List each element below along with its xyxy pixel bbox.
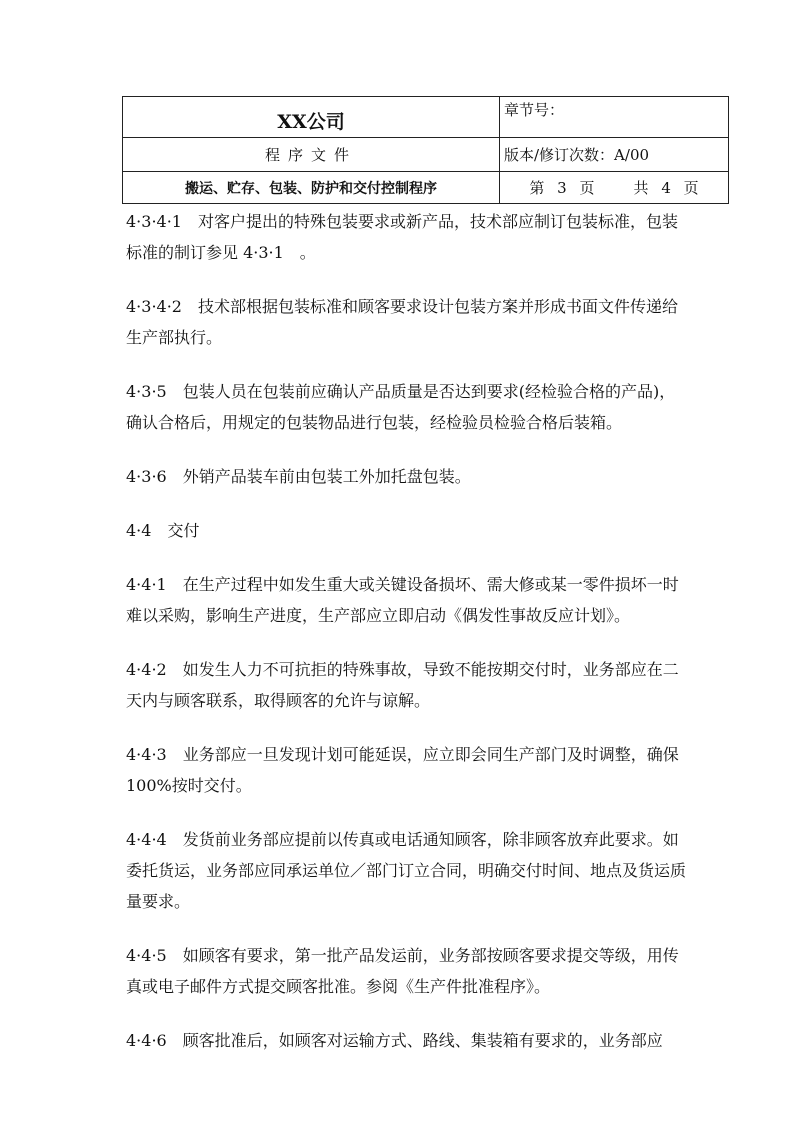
paragraph-4-4-5: 4·4·5 如顾客有要求，第一批产品发运前，业务部按顾客要求提交等级，用传真或电子邮件方式提交顾客批准。参阅《生产件批准程序》。 <box>126 946 679 996</box>
page-word: 第 <box>529 179 545 197</box>
paragraph-4-4-3: 4·4·3 业务部应一旦发现计划可能延误，应立即会同生产部门及时调整，确保100%按时交付。 <box>126 745 679 795</box>
paragraph-4-3-4-2: 4·3·4·2 技术部根据包装标准和顾客要求设计包装方案并形成书面文件传递给生产部执行。 <box>126 297 678 347</box>
paragraph-4-4-6: 4·4·6 顾客批准后，如顾客对运输方式、路线、集装箱有要求的，业务部应 <box>126 1031 663 1050</box>
document-header-table <box>122 96 729 204</box>
paragraph-4-3-6: 4·3·6 外销产品装车前由包装工外加托盘包装。 <box>126 467 471 486</box>
page-info <box>500 172 729 204</box>
version-revision: 版本/修订次数：A/00 <box>500 138 729 172</box>
page-word: 页 <box>579 179 595 197</box>
section-heading-4-4: 4·4 交付 <box>126 521 200 540</box>
paragraph-4-3-5: 4·3·5 包装人员在包装前应确认产品质量是否达到要求(经检验合格的产品)，确认合格后，用规定的包装物品进行包装，经检验员检验合格后装箱。 <box>126 382 676 432</box>
total-word: 共 <box>633 179 649 197</box>
paragraph-4-4-1: 4·4·1 在生产过程中如发生重大或关键设备损坏、需大修或某一零件损坏一时难以采购，影响生产进度，生产部应立即启动《偶发性事故反应计划》。 <box>126 575 679 625</box>
paragraph-4-4-2: 4·4·2 如发生人力不可抗拒的特殊事故，导致不能按期交付时，业务部应在二天内与顾客联系，取得顾客的允许与谅解。 <box>126 660 679 710</box>
page-current: 3 <box>557 179 567 197</box>
procedure-title: 搬运、贮存、包装、防护和交付控制程序 <box>123 172 500 204</box>
company-name: XX公司 <box>123 97 500 138</box>
page-total: 4 <box>661 179 671 197</box>
document-type: 程序文件 <box>123 138 500 172</box>
page-word: 页 <box>683 179 699 197</box>
paragraph-4-4-4: 4·4·4 发货前业务部应提前以传真或电话通知顾客，除非顾客放弃此要求。如委托货运，业务部应同承运单位／部门订立合同，明确交付时间、地点及货运质量要求。 <box>126 830 687 911</box>
document-body <box>126 206 686 1079</box>
paragraph-4-3-4-1: 4·3·4·1 对客户提出的特殊包装要求或新产品，技术部应制订包装标准，包装标准的制订参见 4·3·1 。 <box>126 212 678 262</box>
chapter-number-label: 章节号： <box>500 97 729 138</box>
